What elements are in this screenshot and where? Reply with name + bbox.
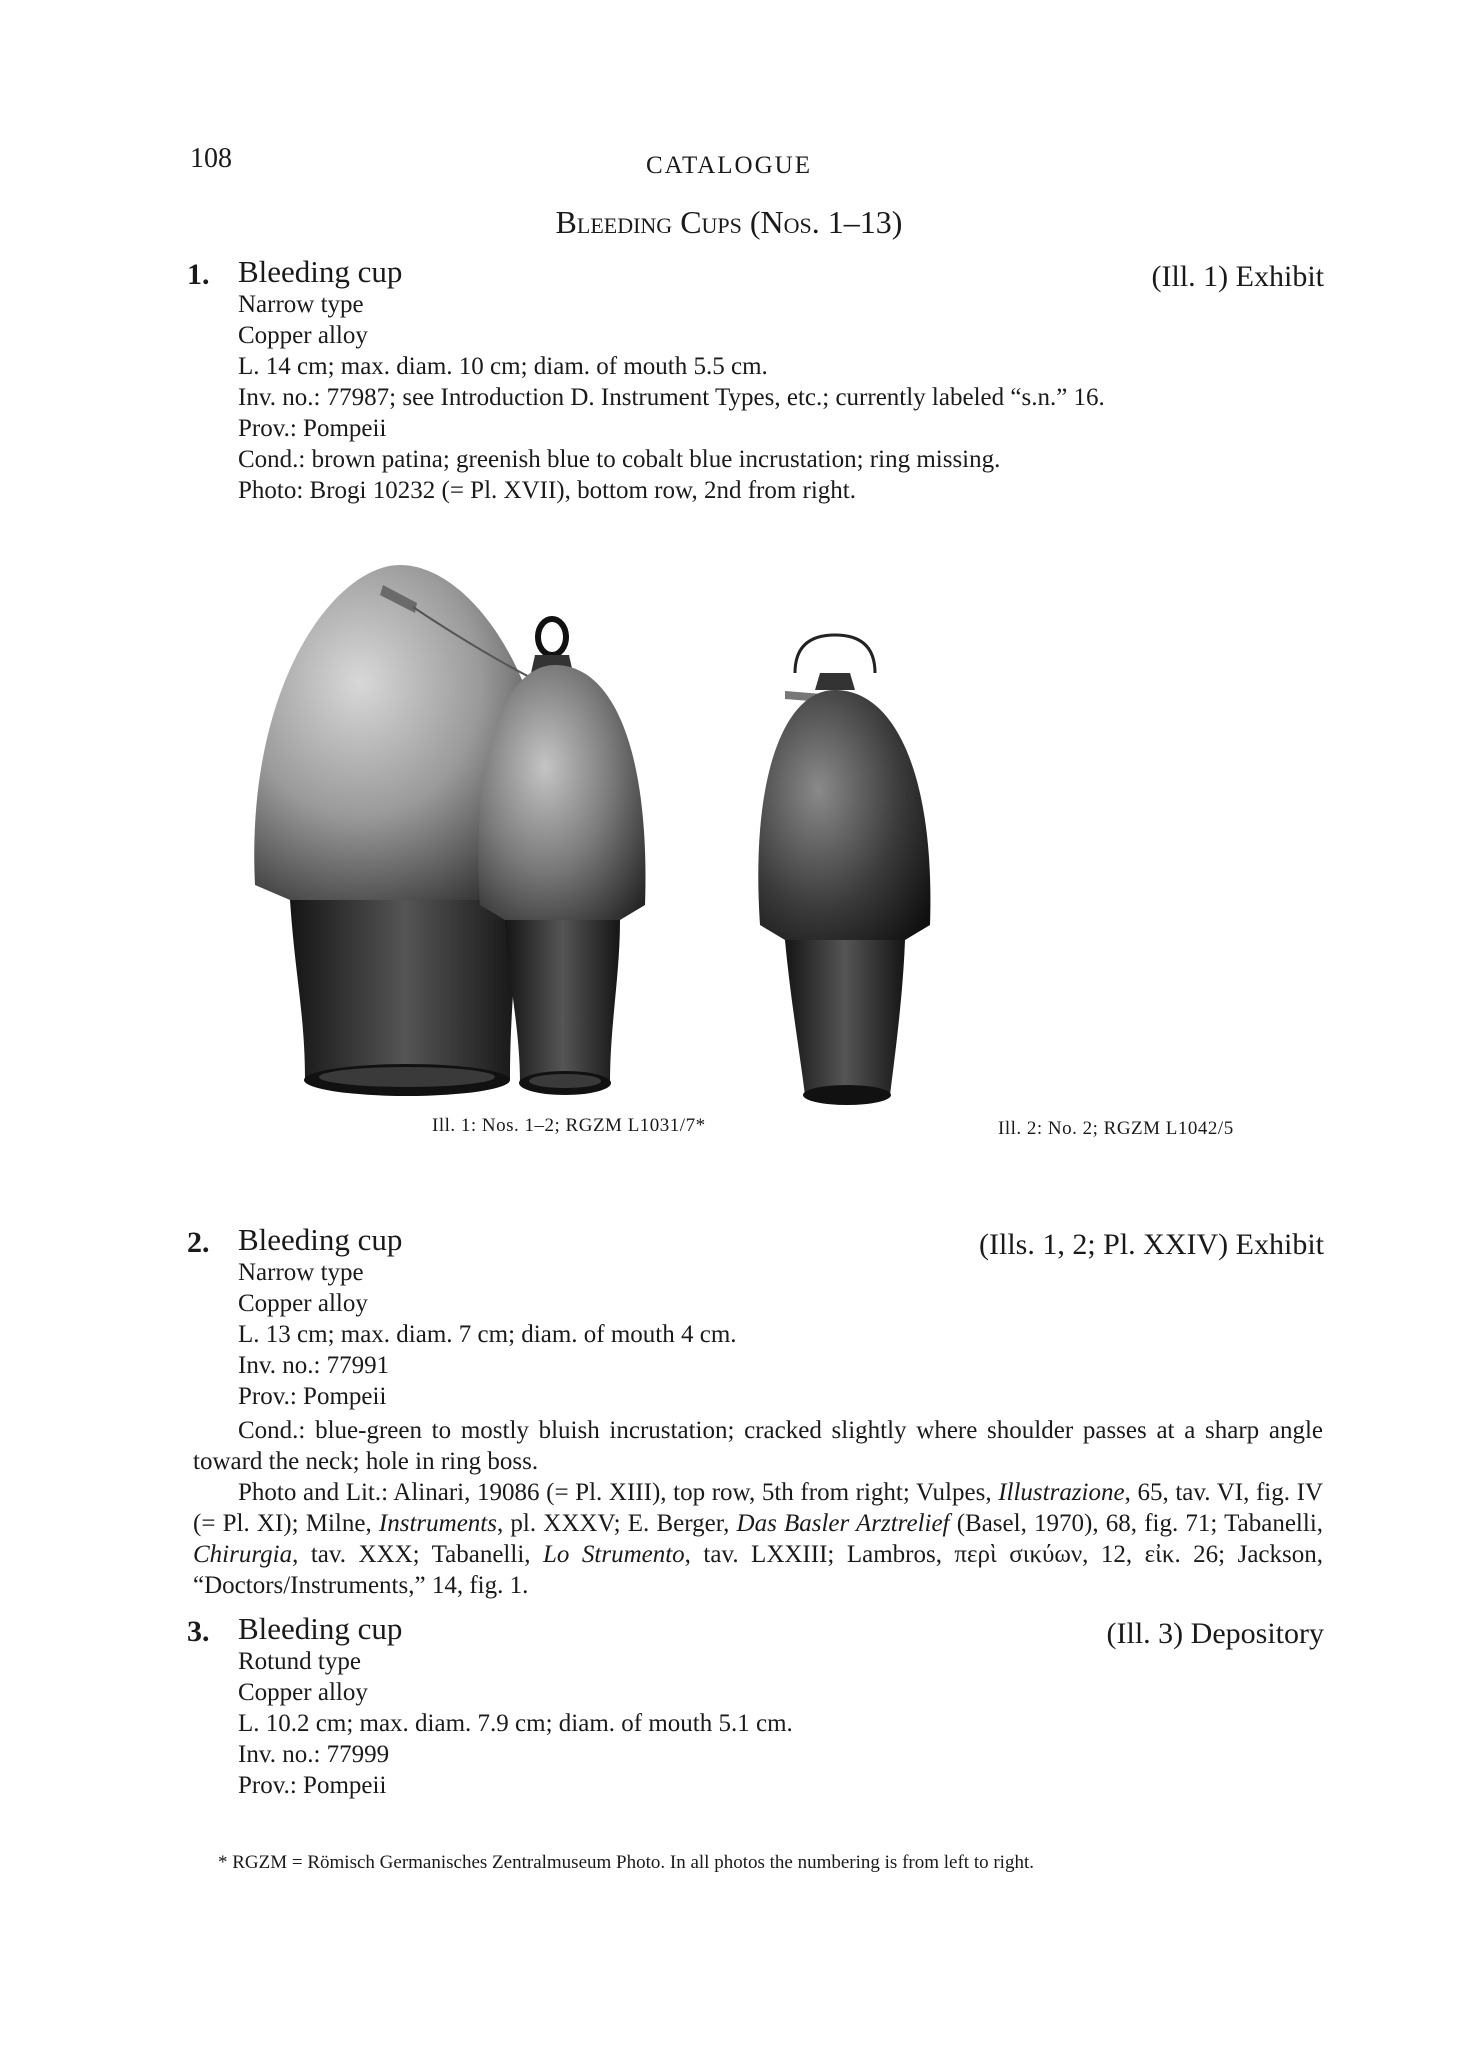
caption-ill-1: Ill. 1: Nos. 1–2; RGZM L1031/7* (432, 1115, 706, 1136)
entry-2-type: Narrow type (238, 1259, 364, 1286)
entry-3-title: Bleeding cup (238, 1611, 403, 1646)
running-head: CATALOGUE (646, 152, 812, 179)
entry-2-dimensions: L. 13 cm; max. diam. 7 cm; diam. of mouth 4 cm. (238, 1321, 737, 1348)
entry-2-photo-literature: Photo and Lit.: Alinari, 19086 (= Pl. XIII), top row, 5th from right; Vulpes, Illustrazione, 65, tav. VI, fig. IV (= Pl. XI); Milne, Instruments, pl. XXXV; E. Berger, Das Basler Arztrelief (Basel, 1970), 68, fig. 71; Tabanelli, Chirurgia, tav. XXX; Tabanelli, Lo Strumento, tav. LXXIII; Lambros, περὶ σικύων, 12, εἰκ. 26; Jackson, “Doctors/Instruments,” 14, fig. 1. (193, 1479, 1324, 1599)
entry-1-condition: Cond.: brown patina; greenish blue to cobalt blue incrustation; ring missing. (238, 446, 1001, 473)
entry-2-title: Bleeding cup (238, 1222, 403, 1257)
footnote: * RGZM = Römisch Germanisches Zentralmuseum Photo. In all photos the numbering is from left to right. (218, 1852, 1034, 1873)
entry-1-details (238, 289, 1105, 506)
entry-2-details (238, 1257, 737, 1412)
entry-3-number: 3. (187, 1615, 210, 1648)
entry-2-number: 2. (187, 1226, 210, 1259)
caption-ill-2: Ill. 2: No. 2; RGZM L1042/5 (998, 1118, 1234, 1139)
entry-2-inventory: Inv. no.: 77991 (238, 1352, 390, 1379)
entry-2-material: Copper alloy (238, 1290, 368, 1317)
entry-3-details (238, 1646, 793, 1801)
entry-3-dimensions: L. 10.2 cm; max. diam. 7.9 cm; diam. of mouth 5.1 cm. (238, 1710, 793, 1737)
entry-3-provenance: Prov.: Pompeii (238, 1772, 387, 1799)
entry-1-dimensions: L. 14 cm; max. diam. 10 cm; diam. of mouth 5.5 cm. (238, 353, 768, 380)
entry-3-material: Copper alloy (238, 1679, 368, 1706)
page-number: 108 (190, 143, 232, 174)
entry-1-reference: (Ill. 1) Exhibit (1151, 260, 1324, 293)
section-title: Bleeding Cups (Nos. 1–13) (555, 204, 903, 240)
entry-2-condition: Cond.: blue-green to mostly bluish incrustation; cracked slightly where shoulder passes at a sharp angle toward the neck; hole in ring boss. (193, 1417, 1323, 1475)
entry-1-material: Copper alloy (238, 322, 368, 349)
entry-3-reference: (Ill. 3) Depository (1106, 1617, 1324, 1650)
entry-2-provenance: Prov.: Pompeii (238, 1383, 387, 1410)
entry-3-type: Rotund type (238, 1648, 361, 1675)
entry-1-title: Bleeding cup (238, 254, 403, 289)
entry-1-photo: Photo: Brogi 10232 (= Pl. XVII), bottom row, 2nd from right. (238, 477, 857, 504)
entry-3-inventory: Inv. no.: 77999 (238, 1741, 390, 1768)
entry-1-type: Narrow type (238, 291, 364, 318)
cup-3-right (758, 635, 930, 1105)
entry-2-reference: (Ills. 1, 2; Pl. XXIV) Exhibit (979, 1228, 1324, 1261)
entry-1-number: 1. (187, 258, 210, 291)
bleeding-cups-photo (235, 555, 1235, 1125)
entry-1-inventory: Inv. no.: 77987; see Introduction D. Instrument Types, etc.; currently labeled “s.n.” 16. (238, 384, 1105, 411)
entry-1-provenance: Prov.: Pompeii (238, 415, 387, 442)
